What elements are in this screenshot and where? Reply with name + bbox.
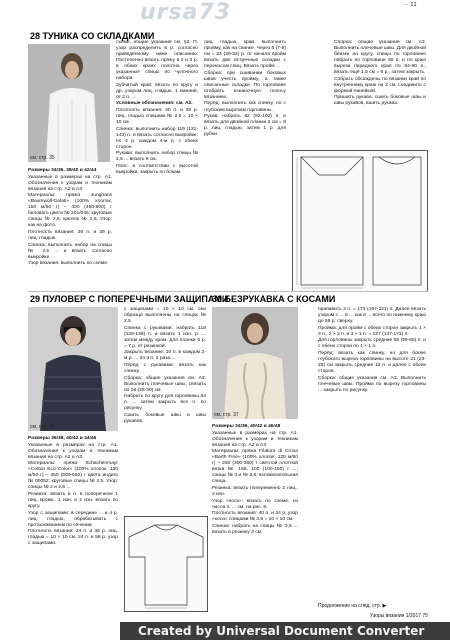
paragraph: Набрать по кругу для горловины 84 п. ... затем закрыть все п. по рисунку. [124, 394, 206, 412]
converter-watermark: Created by Universal Document Converter [120, 622, 450, 640]
paragraph: Указанные в размерах на стр. A1. Обозначения к узорам и техникам вязания на стр. A2 и A3. [28, 174, 112, 192]
paragraph: Рукава: выполнить набор спицы № 2,5 ... вязать 6 см. [116, 151, 198, 163]
paragraph: Сборка: общие указания см. A3. Выполнить плечевые швы. Для двойной беизке на кругу, спицы по горловине набрать по горловине 90 п. и по краю выреза переднего края по 84-90 п., вязать ещё 1,5 см = 6 р., затем закрыть. [334, 40, 426, 76]
paragraph: Материалы: пряжа Schachenmayr «Cotton Eco Color» (100% хлопок, 130 м/50 г) – 450 (500-550) г цвета индиго № 00052; круговые спицы № 2,5. Узор: спицы № 2 и 2,5 ... [28, 461, 118, 491]
paragraph: Плотность вязания: 40 п. и 34 р. узор «коса» спицами № 3,5 = 10 × 10 см. [212, 511, 298, 523]
section-28-text-left [28, 168, 112, 288]
paragraph: Перёд: выполнить как спинку, но с глубоким вырезом горловины. [204, 101, 286, 113]
photo-caption: см. стр. 37 [214, 412, 239, 418]
section-29-text-mid [124, 307, 206, 512]
paragraph: Спинка: выполнить набор 119 (131-143) п. и вязать согласно выкройке: по 4 р. каждом 4-м р. с обеих сторон. [116, 126, 198, 150]
paragraph: Спинка: набрать на спицы № 3,5 ... вязать в резинку 3 см. [212, 523, 298, 535]
section-29-pattern-schema [124, 516, 208, 612]
paragraph: Сборка: общие указания см. A3. Выполнить плечевые швы, связать по 26 (28-30) см. [124, 375, 206, 393]
page-marker: ··· 11 [404, 2, 417, 8]
section-29-photo [28, 307, 118, 431]
photo-caption: см. стр. 35 [30, 424, 55, 430]
sizes-heading: Размеры 36/38, 40/42 и 44/46 [28, 436, 97, 441]
tunic-model-image [28, 44, 110, 162]
paragraph: Узор с защипами: в середине ... и 4 р. лиц. гладью, обрабатывать с протаскиванием по сечении. [28, 510, 118, 528]
paragraph: Сборка: при сшивании боковых швов учесть пройму, а также описанные складки. По горловине отобрать изнаночную полосу вязанием. [204, 70, 286, 100]
section-29-text-left [28, 436, 118, 610]
paragraph: Пройма: для пройм с обеих сторон закрыть 1 × 3 п., 2 × 2 п. и 3 × 1 п. = 127 (147-171) п. [318, 325, 426, 337]
paragraph: прибавить 3 п. = 173 (197-221) п. Далее вязать узором с ... в ... как в ... всего по нижнему краю до 58 р. сверху. [318, 307, 426, 325]
paragraph: Условные обозначения: см. A2. [116, 101, 193, 107]
paragraph: Узор «коса»: вязать по схеме, из числа п. ... см. на рис. 9. [212, 498, 298, 510]
section-divider [28, 291, 428, 292]
section-28-text-mid [116, 40, 198, 290]
paragraph: Материалы: пряжа Filatura di Crosa «Barth Fine» (100% хлопок, 125 м/50 г) – 250 (300-350) г светлой плотной вязки № 155, 100 (100-150) г ...; спицы № 3 и № 3,5; вспомогательная спица. [212, 449, 298, 485]
paragraph: с защипами = 10 × 10 см, оба образца выполнены на спицах № 2,5. [124, 307, 206, 325]
section-28-text-right [204, 40, 286, 290]
section-29-title: 29 ПУЛОВЕР С ПОПЕРЕЧНЫМИ ЗАЩИПАМИ [30, 294, 229, 304]
paragraph: Перёд: вязать как спинку, но для более глубокого выреза горловины на высоте 21 (23-25) см закрыть средние 13 п. и далее с обеих сторон. [318, 350, 426, 374]
vest-model-image [212, 307, 298, 419]
paragraph: Резинка: вязать попеременно 2 лиц., 2 изн. [212, 485, 298, 498]
section-28-text-far [334, 40, 426, 150]
pullover-schema-image [125, 517, 207, 611]
paragraph: Материалы: пряжа Junghans «Baumwoll-Gelati» (100% хлопок, 150 м/50 г) – 400 (450-500) г белового цвета № 201/045; круговые спицы № 2,5; крючок № 2,5. Узор: как на фото. [28, 193, 112, 229]
paragraph: Указанные в размерах на стр. A1. Обозначения к узорам и техникам вязания на стр. A2 и A3. [28, 442, 118, 460]
section-30-photo [212, 307, 298, 419]
paragraph: Плотность вязания: 24 п. и 36 р. лиц. гладью = 10 × 10 см, 24 п. и 58 р. узор с защипами. [28, 529, 118, 547]
continued-note: Продолжение на след. стр. ▶ [318, 603, 387, 609]
paragraph: Сборка: общие указания см. A3. Выполнить плечевые швы. Пройма по вырезу горловины ... закрыть по рисунку. [318, 375, 426, 393]
paragraph: Пояс: в соответствии с высотой выкройки, закрыть по бокам. [116, 163, 198, 175]
section-30-text-left [212, 424, 298, 604]
photo-caption: см. стр. 35 [30, 155, 55, 161]
section-30-text-mid [318, 307, 426, 599]
pullover-model-image [28, 307, 118, 431]
magazine-logo: ursa73 [140, 0, 232, 22]
paragraph: Узор вязания: выполнить по схеме. [28, 261, 109, 267]
paragraph: Для горловины закрыть средние 55 (59-65) п. и с обеих сторон по 1 × 1 п. [318, 338, 426, 350]
paragraph: Спинка с рукавами: набрать 118 (128-138) п. и вязать 1 изн. р. ... затем между кром. для планки 6 р. = 7 р. от резинкой. [124, 325, 206, 349]
paragraph: Плотность вязания: 30 п. и 39 р. лиц. гладью спицами № 2,5 = 10 × 10 см. [116, 108, 198, 126]
section-28-photo [28, 44, 110, 162]
paragraph: Закрыть вязание: 10 п. в каждом 2-м р. ... по 3 п. 2 раза ... [124, 350, 206, 362]
paragraph: Собрать обсаждены по вязанки край по внутреннему краю на 3 см, соединить с формой линейкой. [334, 76, 426, 94]
paragraph: Перёд с рукавами: вязать как спинку. [124, 362, 206, 374]
garment-schema-image [293, 151, 427, 291]
paragraph: Пришить рукава, сшить боковые швы и швы рукавов, вшить рукава. [334, 95, 426, 107]
paragraph: схеме, общие указания см. §2. П. узор распределить в р. согласно приведённому ниже описанию. Постепенно вязать пряжу в 2 и 3 р. в обоих краях полотна через указанные спицы по чулочного набора. [116, 40, 198, 82]
paragraph: Резинка: вязать в п. в поперечном 1 лиц. кромк., 1 изн. и 2 изн. вязать по кругу. [28, 491, 118, 510]
paragraph: Плотность вязания: 30 п. и 39 р. лиц. гладью. [28, 229, 112, 242]
section-28-pattern-schema [292, 150, 428, 292]
sizes-heading: Размеры 34/36, 40/42 и 46/48 [212, 424, 281, 429]
paragraph: Сшить боковые швы и швы рукавов. [124, 412, 206, 424]
paragraph: Рукав: набрать 82 (92-102) п. и вязать для двойной планки 2 см = 8 р. лиц. гладью, затем 1 р. для рубки. [204, 114, 286, 138]
sizes-heading: Размеры 34/36, 38/40 и 42/44 [28, 168, 97, 173]
paragraph: лиц. гладью, край. выполнить пройму, как на спинке. Через 6 (7-8) см = 24 (28-32) р. от начала пройм вязать две встречные складки с переносом спиц. Вязать пройм ... [204, 40, 286, 70]
paragraph: Зубчатый край: вязать по кругу и др. узором лиц. гладью, 1 нижний, от 2 п. ... [116, 82, 198, 100]
paragraph: Указанные в размерах на стр. A1. Обозначения к узорам и техникам вязания на стр. A2 и A3. [212, 430, 298, 448]
page-footer: Узоры вязания 1/2017 75 [370, 613, 428, 619]
paragraph: Спинка: выполнить набор на спицы № 2,5 ... и вязать согласно выкройке. [28, 242, 112, 260]
section-28-title: 28 ТУНИКА СО СКЛАДКАМИ [30, 31, 155, 41]
section-30-title: 30 БЕЗРУКАВКА С КОСАМИ [212, 294, 336, 304]
